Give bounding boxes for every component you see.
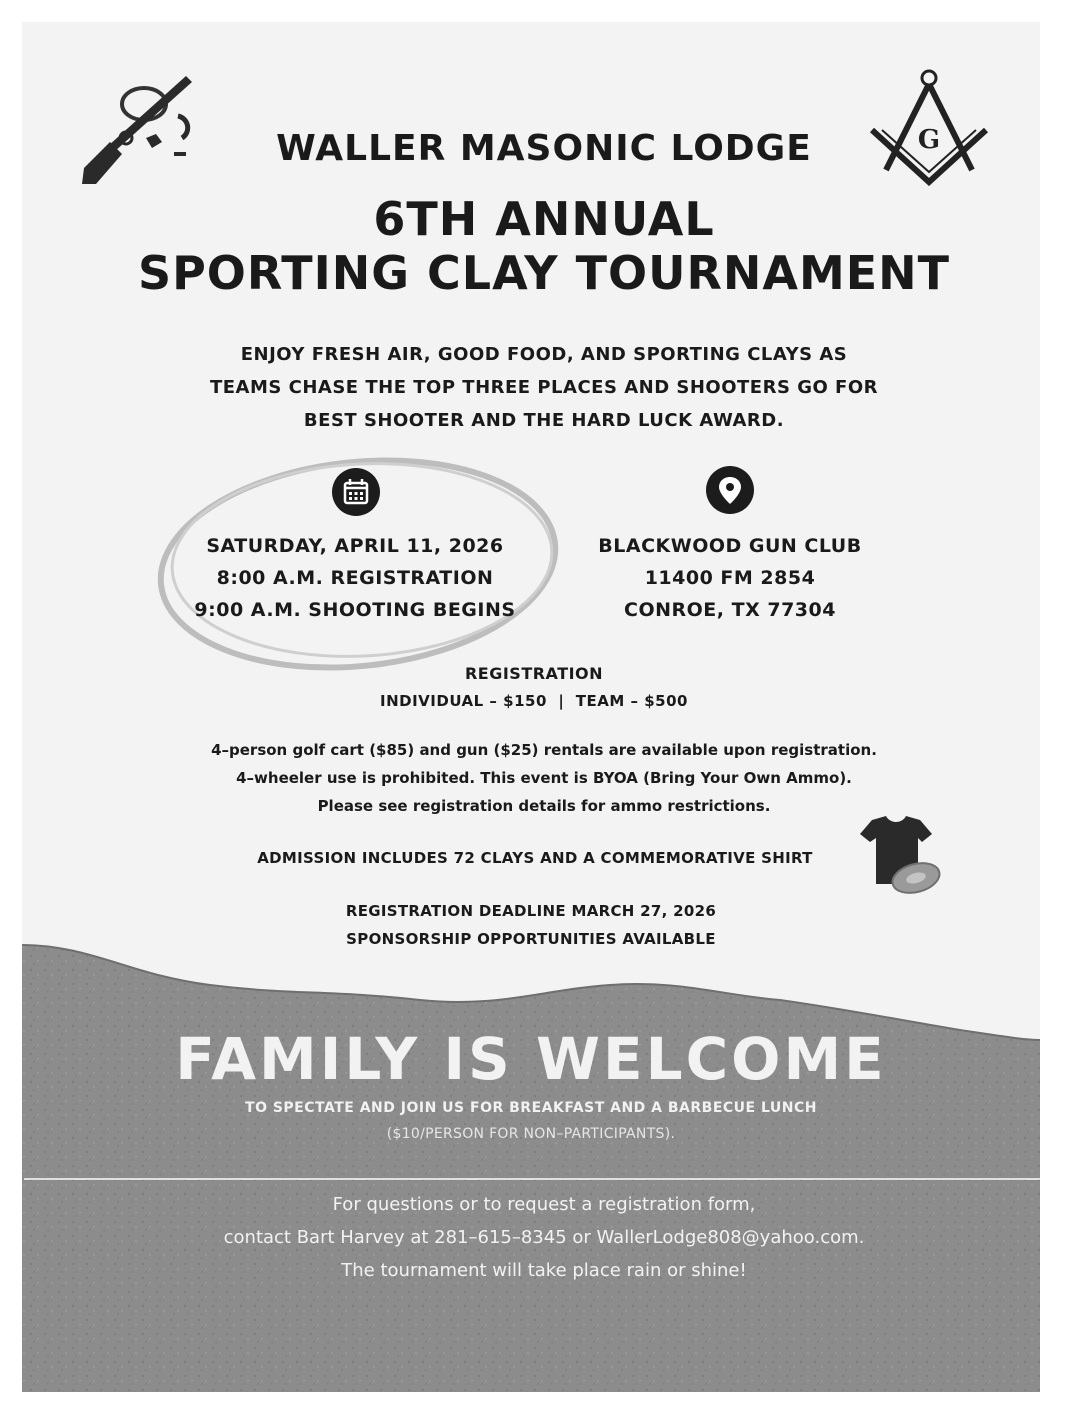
intro-line: BEST SHOOTER AND THE HARD LUCK AWARD. (303, 410, 785, 431)
lodge-name: WALLER MASONIC LODGE (276, 128, 812, 169)
event-location (570, 530, 890, 626)
svg-text:G: G (917, 125, 941, 155)
calendar-icon (332, 468, 380, 516)
event-schedule (170, 530, 540, 626)
venue-name: BLACKWOOD GUN CLUB (598, 535, 862, 557)
rental-line: 4–person golf cart ($85) and gun ($25) rentals are available upon registration. (211, 741, 877, 759)
contact-line: The tournament will take place rain or shine! (341, 1260, 747, 1281)
venue-street: 11400 FM 2854 (644, 567, 816, 589)
location-pin-icon (706, 466, 754, 514)
rental-info (60, 736, 1028, 820)
shooting-time: 9:00 A.M. SHOOTING BEGINS (194, 599, 516, 621)
registration-prices: INDIVIDUAL – $150 | TEAM – $500 (380, 692, 688, 710)
contact-info (0, 1188, 1088, 1287)
edition-title: 6TH ANNUAL (373, 192, 715, 246)
rental-line: 4–wheeler use is prohibited. This event is BYOA (Bring Your Own Ammo). (236, 769, 852, 787)
shirt-clay-icon (850, 814, 950, 904)
intro-line: ENJOY FRESH AIR, GOOD FOOD, AND SPORTING CLAYS AS (240, 344, 848, 365)
family-subline: TO SPECTATE AND JOIN US FOR BREAKFAST AND A BARBECUE LUNCH (245, 1100, 817, 1116)
registration-deadline: REGISTRATION DEADLINE MARCH 27, 2026 (345, 902, 717, 920)
event-date: SATURDAY, APRIL 11, 2026 (206, 535, 504, 557)
sponsorship-note: SPONSORSHIP OPPORTUNITIES AVAILABLE (346, 930, 716, 948)
contact-line: contact Bart Harvey at 281–615–8345 or WallerLodge808@yahoo.com. (223, 1227, 865, 1248)
event-title: SPORTING CLAY TOURNAMENT (137, 246, 951, 300)
family-welcome-headline: FAMILY IS WELCOME (175, 1025, 887, 1093)
intro-line: TEAMS CHASE THE TOP THREE PLACES AND SHOOTERS GO FOR (209, 377, 878, 398)
intro-text (140, 338, 948, 437)
admission-text: ADMISSION INCLUDES 72 CLAYS AND A COMMEMORATIVE SHIRT (257, 849, 813, 867)
venue-city: CONROE, TX 77304 (624, 599, 836, 621)
rental-line: Please see registration details for ammo restrictions. (317, 797, 771, 815)
contact-line: For questions or to request a registration form, (332, 1194, 756, 1215)
non-participant-price: ($10/PERSON FOR NON–PARTICIPANTS). (386, 1126, 676, 1142)
deadline-info (0, 897, 1062, 953)
registration-time: 8:00 A.M. REGISTRATION (216, 567, 494, 589)
divider (24, 1178, 1040, 1180)
registration-heading: REGISTRATION (464, 664, 604, 683)
